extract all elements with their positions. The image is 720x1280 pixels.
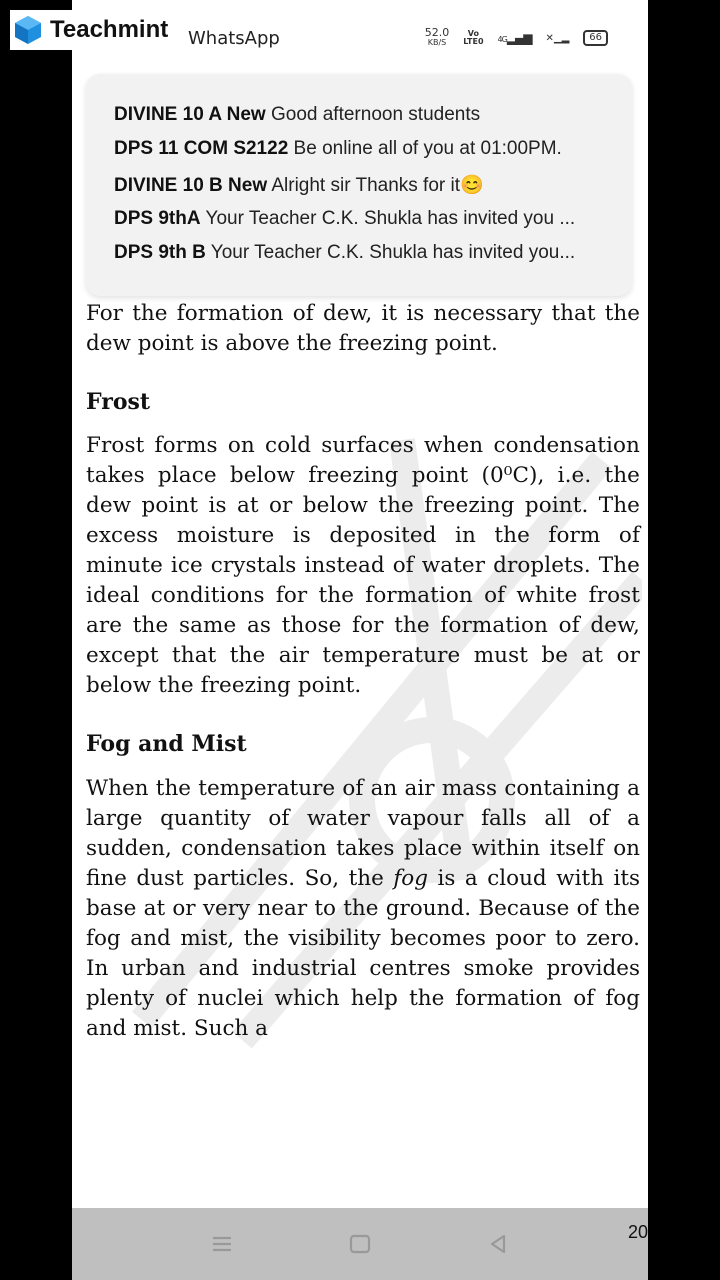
notification-group: DIVINE 10 B New bbox=[114, 175, 268, 196]
notification-message: Good afternoon students bbox=[270, 104, 481, 125]
notification-message: Alright sir Thanks for it😊 bbox=[271, 175, 484, 196]
volte-bottom: LTE0 bbox=[463, 37, 484, 46]
fog-heading: Fog and Mist bbox=[86, 731, 247, 757]
frost-heading: Frost bbox=[86, 389, 151, 415]
page-number: 20 bbox=[627, 1222, 648, 1242]
notification-group: DPS 9thA bbox=[114, 208, 201, 229]
signal-icon: 4G▂▄▆ bbox=[497, 31, 532, 45]
navigation-bar bbox=[72, 1208, 648, 1280]
notification-item[interactable] bbox=[114, 242, 575, 264]
notification-item[interactable] bbox=[114, 138, 562, 160]
status-app-title: WhatsApp bbox=[188, 28, 280, 49]
speed-unit: KB/S bbox=[427, 38, 447, 47]
fog-text-italic: fog bbox=[393, 866, 428, 891]
fog-text-end: is a cloud with its base at or very near to the ground. Because of the fog and mist, the visibility becomes poor to zero. In urban and industrial centres smoke provides plenty of nuclei which help the formation of fog and mist. Such a bbox=[86, 866, 641, 1041]
back-icon[interactable] bbox=[484, 1230, 512, 1258]
notification-item[interactable] bbox=[114, 208, 575, 230]
phone-screen bbox=[72, 0, 648, 1280]
network-type: 4G bbox=[497, 35, 507, 44]
notification-item[interactable] bbox=[114, 173, 484, 197]
notification-group: DIVINE 10 A New bbox=[114, 104, 266, 125]
no-signal-icon: ✕▁▂ bbox=[545, 32, 570, 44]
frost-paragraph: Frost forms on cold surfaces when condensation takes place below freezing point (0⁰C), i.e. the dew point is at or below the freezing point. The excess moisture is deposited in the form of minute ice crystals instead of water droplets. The ideal conditions for the formation of white frost are the same as those for the formation of dew, except that the air temperature must be at or below the freezing point. bbox=[86, 433, 640, 698]
notification-message: Your Teacher C.K. Shukla has invited you... bbox=[210, 242, 576, 263]
notification-group: DPS 9th B bbox=[114, 242, 206, 263]
speed-value: 52.0 bbox=[424, 26, 450, 39]
fog-text-start: When the temperature of an air mass containing a large quantity of water vapour falls all of a sudden, condensation takes place within itself on fine dust particles. So, the bbox=[86, 776, 640, 891]
volte-icon bbox=[463, 30, 483, 46]
intro-paragraph: For the formation of dew, it is necessary that the dew point is above the freezing point. bbox=[86, 301, 640, 356]
teachmint-logo-icon bbox=[12, 14, 44, 46]
notification-item[interactable] bbox=[114, 104, 480, 126]
home-icon[interactable] bbox=[346, 1230, 374, 1258]
notification-panel[interactable] bbox=[86, 74, 632, 296]
menu-icon[interactable] bbox=[208, 1230, 236, 1258]
notification-message: Be online all of you at 01:00PM. bbox=[293, 138, 562, 159]
teachmint-watermark bbox=[10, 10, 186, 50]
fog-paragraph bbox=[86, 774, 640, 1044]
battery-icon: 66 bbox=[583, 30, 608, 46]
notification-message: Your Teacher C.K. Shukla has invited you ... bbox=[205, 208, 576, 229]
brand-name: Teachmint bbox=[50, 16, 169, 43]
notification-group: DPS 11 COM S2122 bbox=[114, 138, 289, 159]
document-page bbox=[86, 290, 640, 1044]
status-icons bbox=[425, 28, 608, 48]
network-speed bbox=[425, 28, 450, 48]
volte-top: Vo bbox=[467, 29, 479, 38]
